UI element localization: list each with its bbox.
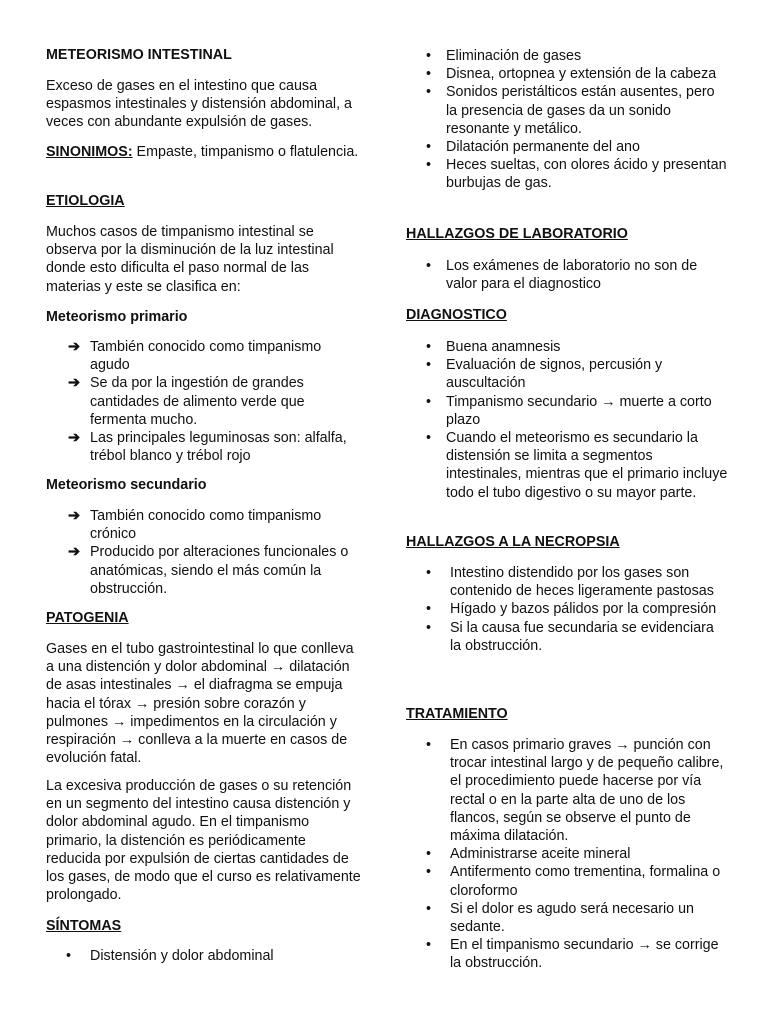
bullet-icon: •: [66, 948, 72, 964]
list-item: ➔ Se da por la ingestión de grandes cantidades de alimento verde que fermenta mucho.: [68, 375, 305, 428]
bullet-icon: •: [426, 393, 432, 410]
intro-paragraph: Exceso de gases en el intestino que causa espasmos intestinales y distensión abdominal, a veces con abundante expulsión de gases.: [46, 78, 352, 131]
sinonimos-paragraph: [46, 143, 364, 161]
primario-list: [46, 338, 364, 465]
bullet-icon: •: [426, 430, 432, 447]
diagnostico-heading: DIAGNOSTICO: [406, 307, 507, 323]
document-title: METEORISMO INTESTINAL: [46, 47, 232, 63]
bullet-icon: •: [426, 601, 432, 618]
list-item: • En el timpanismo secundario → se corrige la obstrucción.: [426, 937, 719, 972]
arrow-bullet-icon: ➔: [68, 375, 80, 392]
list-item: • Intestino distendido por los gases son contenido de heces ligeramente pastosas: [426, 565, 714, 600]
sintomas-heading: SÍNTOMAS: [46, 918, 122, 934]
list-item: • Timpanismo secundario → muerte a corto plazo: [426, 393, 712, 428]
sinonimos-label: SINONIMOS:: [46, 144, 133, 160]
list-item: • Si la causa fue secundaria se evidenciara la obstrucción.: [426, 619, 714, 654]
list-item: • Si el dolor es agudo será necesario un sedante.: [426, 900, 694, 936]
patogenia-paragraph-2: La excesiva producción de gases o su retención en un segmento del intestino causa distención y dolor abdominal agudo. En el timpanismo primario, la distención es periódicamente reducida por expulsión de ciertas cantidades de los gases, de modo que el curso es relativamente prolongado.: [46, 778, 361, 904]
list-item: • Distensión y dolor abdominal: [66, 948, 274, 964]
necropsia-list: [406, 564, 728, 655]
arrow-bullet-icon: ➔: [68, 508, 80, 524]
list-item: • Cuando el meteorismo es secundario la distensión se limita a segmentos intestinales, mientras que el primario incluye todo el tubo digestivo o su mayor parte.: [426, 430, 728, 501]
list-item: • Antifermento como trementina, formalina o cloroformo: [426, 864, 721, 899]
laboratorio-heading: HALLAZGOS DE LABORATORIO: [406, 226, 628, 242]
bullet-icon: •: [426, 339, 432, 355]
list-item: • Administrarse aceite mineral: [426, 846, 631, 863]
list-item: • Eliminación de gases: [426, 48, 582, 64]
bullet-icon: •: [426, 864, 432, 881]
list-item: ➔ También conocido como timpanismo crónico: [68, 508, 322, 543]
list-item: • Heces sueltas, con olores ácido y presentan burbujas de gas.: [426, 157, 727, 192]
bullet-icon: •: [426, 619, 432, 636]
tratamiento-heading: TRATAMIENTO: [406, 706, 508, 722]
sintomas-list-continued: [406, 47, 728, 193]
list-item: • Evaluación de signos, percusión y auscultación: [426, 357, 663, 392]
laboratorio-list: [406, 257, 728, 293]
list-item: ➔ Producido por alteraciones funcionales o anatómicas, siendo el más común la obstrucción.: [68, 544, 349, 597]
arrow-bullet-icon: ➔: [68, 544, 80, 561]
bullet-icon: •: [426, 157, 432, 174]
primario-heading: Meteorismo primario: [46, 309, 188, 325]
bullet-icon: •: [426, 48, 432, 64]
list-item: • Los exámenes de laboratorio no son de valor para el diagnostico: [426, 258, 698, 293]
arrow-bullet-icon: ➔: [68, 430, 80, 447]
patogenia-heading: PATOGENIA: [46, 610, 129, 626]
tratamiento-list: [406, 736, 728, 973]
sinonimos-text: Empaste, timpanismo o flatulencia.: [132, 144, 359, 160]
list-item: ➔ También conocido como timpanismo agudo: [68, 339, 322, 374]
diagnostico-list: [406, 338, 728, 502]
list-item: • Sonidos peristálticos están ausentes, pero la presencia de gases da un sonido resonante y metálico.: [426, 84, 715, 137]
sintomas-list-start: [46, 947, 364, 965]
list-item: • En casos primario graves → punción con trocar intestinal largo y de pequeño calibre, el procedimiento puede hacerse por vía rectal o en la parte alta de uno de los flancos, según se observe el punto de máxima dilatación.: [426, 737, 724, 845]
bullet-icon: •: [426, 357, 432, 374]
bullet-icon: •: [426, 565, 432, 581]
list-item: • Dilatación permanente del ano: [426, 139, 640, 156]
bullet-icon: •: [426, 846, 432, 863]
bullet-icon: •: [426, 84, 432, 101]
secundario-heading: Meteorismo secundario: [46, 477, 207, 493]
arrow-bullet-icon: ➔: [68, 339, 80, 355]
bullet-icon: •: [426, 737, 432, 753]
patogenia-paragraph-1: Gases en el tubo gastrointestinal lo que conlleva a una distención y dolor abdominal → dilatación de asas intestinales → el diafragma se empuja hacia el tórax → presión sobre corazón y pulmones → impedimentos en la circulación y respiración → conlleva a la muerte en casos de evolución fatal.: [46, 641, 354, 767]
bullet-icon: •: [426, 66, 432, 83]
secundario-list: [46, 507, 364, 598]
etiologia-heading: ETIOLOGIA: [46, 193, 125, 209]
list-item: • Buena anamnesis: [426, 339, 561, 355]
bullet-icon: •: [426, 258, 432, 274]
bullet-icon: •: [426, 937, 432, 954]
list-item: ➔ Las principales leguminosas son: alfalfa, trébol blanco y trébol rojo: [68, 430, 347, 465]
bullet-icon: •: [426, 900, 432, 917]
necropsia-heading: HALLAZGOS A LA NECROPSIA: [406, 534, 620, 550]
list-item: • Hígado y bazos pálidos por la compresión: [426, 601, 717, 618]
list-item: • Disnea, ortopnea y extensión de la cabeza: [426, 66, 717, 83]
etiologia-paragraph: Muchos casos de timpanismo intestinal se observa por la disminución de la luz intestinal donde esto dificulta el paso normal de las materias y este se clasifica en:: [46, 224, 334, 295]
bullet-icon: •: [426, 139, 432, 156]
